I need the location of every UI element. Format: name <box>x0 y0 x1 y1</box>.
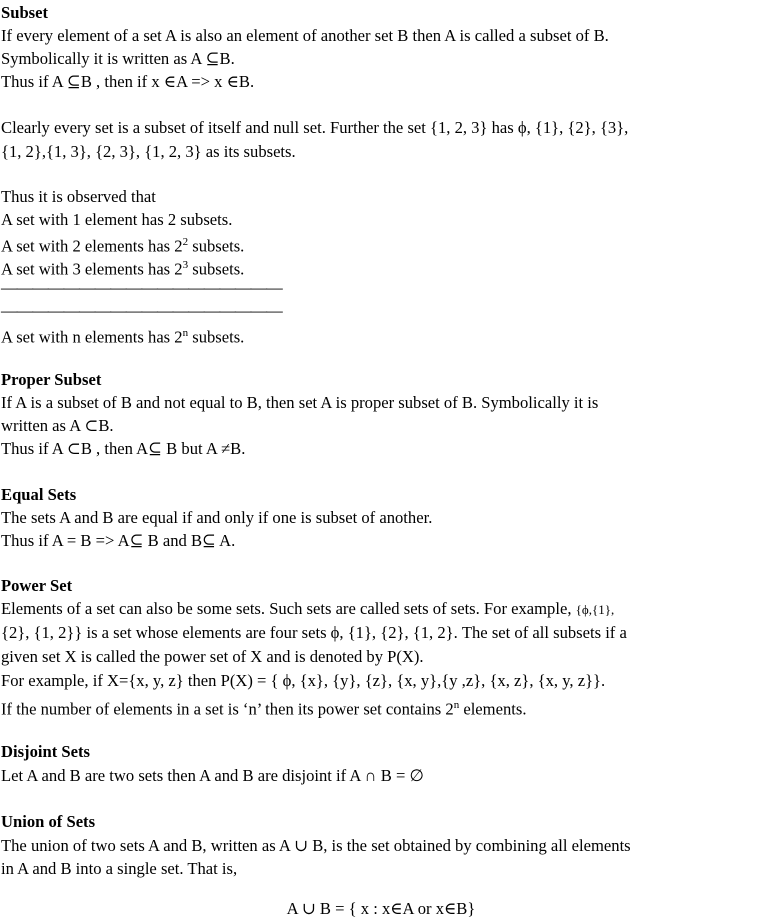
power-two-base: 2 <box>174 236 183 256</box>
union-line-2: in A and B into a single set. That is, <box>1 859 238 878</box>
proper-subset-line-3: Thus if A ⊂B , then A⊆ B but A ≠B. <box>1 439 246 458</box>
power-three-exponent: 3 <box>182 259 189 271</box>
power-three-base: 2 <box>174 259 183 279</box>
subset-line-11-post: subsets. <box>188 259 245 279</box>
subset-line-14-pre: A set with n elements has <box>1 327 175 347</box>
power-set-heading: Power Set <box>1 576 73 595</box>
power-set-line-1 <box>1 597 614 621</box>
subset-line-14-post: subsets. <box>188 327 245 347</box>
union-formula: A ∪ B = { x : x∈A or x∈B} <box>286 899 476 918</box>
power-n-base: 2 <box>174 327 183 347</box>
subset-line-8: Thus it is observed that <box>1 187 156 206</box>
subset-line-10-post: subsets. <box>188 236 245 256</box>
subset-line-2: Symbolically it is written as A ⊆B. <box>1 49 235 68</box>
subset-line-10-pre: A set with 2 elements has <box>1 236 175 256</box>
power-set-line-1-small: {ϕ,{1}, <box>575 602 615 617</box>
power-set-line-2: {2}, {1, 2}} is a set whose elements are four sets ϕ, {1}, {2}, {1, 2}. The set of all subsets if a <box>1 623 627 642</box>
power-n-exponent: n <box>182 327 189 339</box>
subset-line-11-pre: A set with 3 elements has <box>1 259 175 279</box>
subset-line-14 <box>1 322 244 349</box>
proper-subset-line-1: If A is a subset of B and not equal to B, then set A is proper subset of B. Symbolically it is <box>1 393 599 412</box>
equal-sets-line-1: The sets A and B are equal if and only if one is subset of another. <box>1 508 433 527</box>
subset-line-1: If every element of a set A is also an element of another set B then A is called a subset of B. <box>1 26 609 45</box>
power-set-line-5-post: elements. <box>459 699 527 719</box>
disjoint-sets-line-1: Let A and B are two sets then A and B are disjoint if A ∩ B = ∅ <box>1 766 424 785</box>
dash-divider-2: —————————————————— <box>1 301 282 320</box>
subset-line-6: {1, 2},{1, 3}, {2, 3}, {1, 2, 3} as its subsets. <box>1 142 296 161</box>
subset-heading: Subset <box>1 3 49 22</box>
subset-line-3: Thus if A ⊆B , then if x ∈A => x ∈B. <box>1 72 255 91</box>
equal-sets-line-2: Thus if A = B => A⊆ B and B⊆ A. <box>1 531 236 550</box>
dash-divider-1: —————————————————— <box>1 278 282 297</box>
power-set-line-5-pre: If the number of elements in a set is ‘n’ then its power set contains 2 <box>1 699 454 719</box>
power-set-line-5 <box>1 694 526 721</box>
proper-subset-line-2: written as A ⊂B. <box>1 416 114 435</box>
subset-line-5: Clearly every set is a subset of itself and null set. Further the set {1, 2, 3} has ϕ, {1}, {2}, {3}, <box>1 118 629 137</box>
union-heading: Union of Sets <box>1 812 96 831</box>
power-two-exponent: 2 <box>182 236 189 248</box>
power-set-exponent: n <box>453 699 460 711</box>
subset-line-9: A set with 1 element has 2 subsets. <box>1 210 233 229</box>
disjoint-sets-heading: Disjoint Sets <box>1 742 90 761</box>
proper-subset-heading: Proper Subset <box>1 370 102 389</box>
power-set-line-1-text: Elements of a set can also be some sets. Such sets are called sets of sets. For example, <box>1 599 572 618</box>
union-line-1: The union of two sets A and B, written as A ∪ B, is the set obtained by combining all elements <box>1 836 631 855</box>
power-set-line-3: given set X is called the power set of X and is denoted by P(X). <box>1 647 424 666</box>
power-set-line-4: For example, if X={x, y, z} then P(X) = { ϕ, {x}, {y}, {z}, {x, y},{y ,z}, {x, z}, {x, y, z}}. <box>1 671 606 690</box>
equal-sets-heading: Equal Sets <box>1 485 77 504</box>
